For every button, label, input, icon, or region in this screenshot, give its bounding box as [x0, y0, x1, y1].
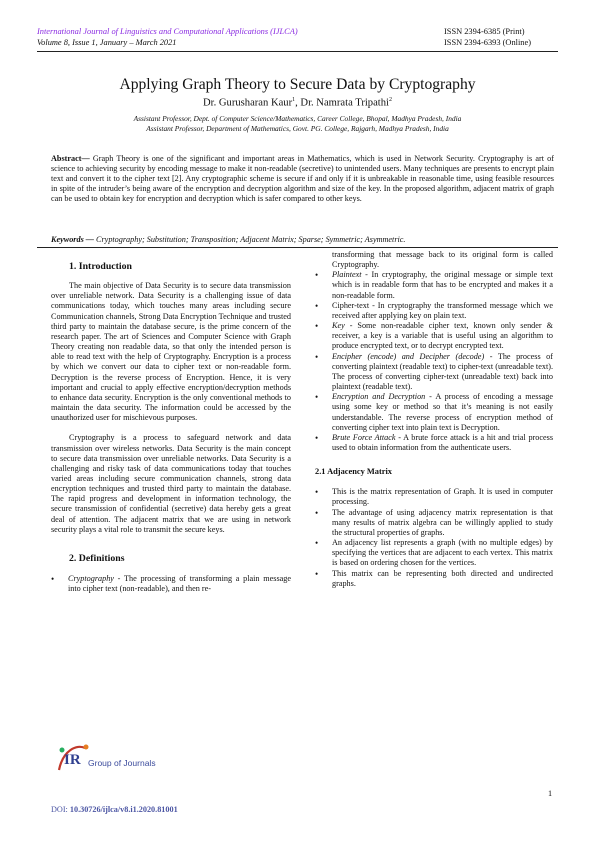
left-column	[51, 262, 291, 594]
definition-text: - A process of encoding a message using some key or method so that it’s meaning is not easily understandable. The reverse process of encryption method of converting cipher text into plain text is Decryption.	[332, 392, 553, 432]
paper-title: Applying Graph Theory to Secure Data by Cryptography	[119, 76, 476, 93]
definition-item	[315, 352, 553, 393]
adjacency-item: • This matrix can be representing both directed and undirected graphs.	[315, 569, 553, 589]
adjacency-list	[315, 487, 553, 589]
intro-paragraph-2: Cryptography is a process to safeguard network and data transmission over wireless networks. Data Security is the main concept to secure data transmission over unreliable networks. Data Security is a challenging and risky task of data communications today that touches varied areas including secure communication channels, strong data encryption techniques and trusted third party to maintain the database. The rapid progress and development in information technology, the secure transmission of confidential (secretive) data hereby gets a great deal of attention. The adjacent matrix that we are using in network security plays a vital role to transmit the secure keys.	[51, 433, 291, 534]
definition-text: - In cryptography, the original message or simple text which is in readable form that has to be encrypted and makes it a non-readable form.	[332, 270, 553, 300]
definition-text: - The process of converting plaintext (readable text) to cipher-text (unreadable text). The process of converting cipher-text (unreadable text) back into plaintext (readable text).	[332, 351, 553, 392]
definition-term: Cryptography	[68, 574, 114, 584]
section-introduction-heading: 1. Introduction	[69, 261, 132, 272]
author-1: Dr. Gurusharan Kaur	[202, 97, 293, 109]
definition-term: Encryption and Decryption	[332, 392, 426, 402]
definitions-list	[315, 270, 553, 453]
definitions-list-start	[51, 574, 291, 594]
definition-continuation: transforming that message back to its original form is called Cryptography.	[332, 250, 553, 270]
running-header-right	[444, 27, 531, 48]
abstract-text: Graph Theory is one of the significant and important areas in Mathematics, which is used in Network Security. Cryptography is art of science to achieving security by encoding message to make it non-readable (secretive) to unintended users. Many techniques are presents to encrypt plain text and convert it to the cipher text [2]. Any cryptographic scheme is secure if and only if it is unbreakable in reasonable time, using feasible resources in spite of the intruder’s being aware of the encryption and decryption algorithm and size of the key. In the proposed algorithm, adjacent matrix of graph can be used to obtain key for encryption and decryption which is safer compared to other keys.	[51, 154, 554, 204]
definition-text: - A brute force attack is a hit and trial process used to obtain information from the authenticate users.	[332, 432, 554, 452]
doi	[51, 805, 178, 814]
adjacency-item: • An adjacency list represents a graph (with no multiple edges) by specifying the vertices that are adjacent to each vertex. This matrix is based on ordering chosen for the vertices.	[315, 538, 553, 568]
definition-item	[315, 301, 553, 321]
keywords-label: Keywords —	[51, 235, 94, 244]
publisher-name: Group of Journals	[88, 758, 156, 768]
definition-cryptography	[51, 574, 291, 594]
definition-text: - Some non-readable cipher text, known only sender & receiver, a key is a variable that is useful using an algorithm to produce encrypted text, or to decrypt encrypted text.	[332, 321, 553, 351]
keywords-rule	[37, 247, 558, 248]
definition-item	[315, 392, 553, 433]
header-rule	[37, 51, 558, 52]
logo-letters: IR	[64, 752, 81, 768]
definition-term: Key	[332, 321, 345, 331]
definition-item	[315, 321, 553, 351]
definition-term: Encipher (encode) and Decipher (decode)	[332, 351, 485, 361]
definition-text: - The processing of transforming a plain message into cipher text (non-readable), and then re-	[68, 574, 291, 594]
affiliation-1: Assistant Professor, Dept. of Computer Science/Mathematics, Career College, Bhopal, Madhya Pradesh, India	[133, 114, 462, 123]
abstract-label: Abstract—	[51, 154, 90, 163]
definition-item	[315, 433, 553, 453]
definition-text: Cipher-text - In cryptography the transformed message which we received after applying key on plain text.	[332, 300, 553, 320]
definition-term: Plaintext	[332, 270, 362, 280]
author-2-sup: 2	[389, 97, 392, 103]
author-2: , Dr. Namrata Tripathi	[295, 97, 389, 109]
keywords-text: Cryptography; Substitution; Transposition; Adjacent Matrix; Sparse; Symmetric; Asymmetric.	[93, 235, 406, 244]
affiliation-2: Assistant Professor, Department of Mathematics, Govt. PG. College, Rajgarh, Madhya Pradesh, India	[146, 124, 449, 133]
doi-label: DOI:	[51, 805, 70, 814]
running-header-left	[37, 27, 298, 48]
adjacency-item: • This is the matrix representation of Graph. It is used in computer processing.	[315, 487, 553, 507]
adjacency-item: • The advantage of using adjacency matrix representation is that many results of matrix algebra can be willingly applied to study the structural properties of graphs.	[315, 508, 553, 538]
abstract	[51, 154, 554, 204]
keywords	[51, 235, 554, 244]
definition-term: Brute Force Attack	[332, 432, 396, 442]
logo-dot-orange	[84, 745, 89, 750]
section-adjacency-heading: 2.1 Adjacency Matrix	[315, 467, 392, 477]
volume-issue: Volume 8, Issue 1, January – March 2021	[37, 37, 177, 47]
issn-print: ISSN 2394-6385 (Print)	[444, 27, 525, 36]
definition-item	[315, 270, 553, 300]
author-1-sup: 1	[292, 97, 296, 103]
authors	[0, 97, 595, 109]
issn-online: ISSN 2394-6393 (Online)	[444, 37, 532, 47]
section-definitions-heading: 2. Definitions	[69, 552, 125, 564]
right-column	[315, 250, 553, 589]
doi-value[interactable]: 10.30726/ijlca/v8.i1.2020.81001	[69, 805, 178, 814]
intro-paragraph-1: The main objective of Data Security is to secure data transmission over unreliable network. Data Security is a challenging issue of data communications today, which touches many areas including secure Communication channels, Strong Data Encryption Technique and trusted third party to maintain the database secure, is the prime concern of the research paper. The art of Sciences and Computer Science with Graph Theory creating non readable data, so that only the intended person is able to read text with the help of Cryptography. Encryption is a process by which we convert our data to cipher text or non-readable form. Decryption is the reverse process of Encryption. Hence, it is very important and crucial to apply effective encryption/decryption methods to enhance data security. Encryption is the only conventional methods to maintain the data security. The information could be accessed by the unauthorized user for mischievous purposes.	[51, 281, 291, 423]
logo-dot-green	[60, 748, 65, 753]
journal-name: International Journal of Linguistics and Computational Applications (IJLCA)	[37, 27, 298, 36]
page-number: 1	[548, 789, 553, 798]
